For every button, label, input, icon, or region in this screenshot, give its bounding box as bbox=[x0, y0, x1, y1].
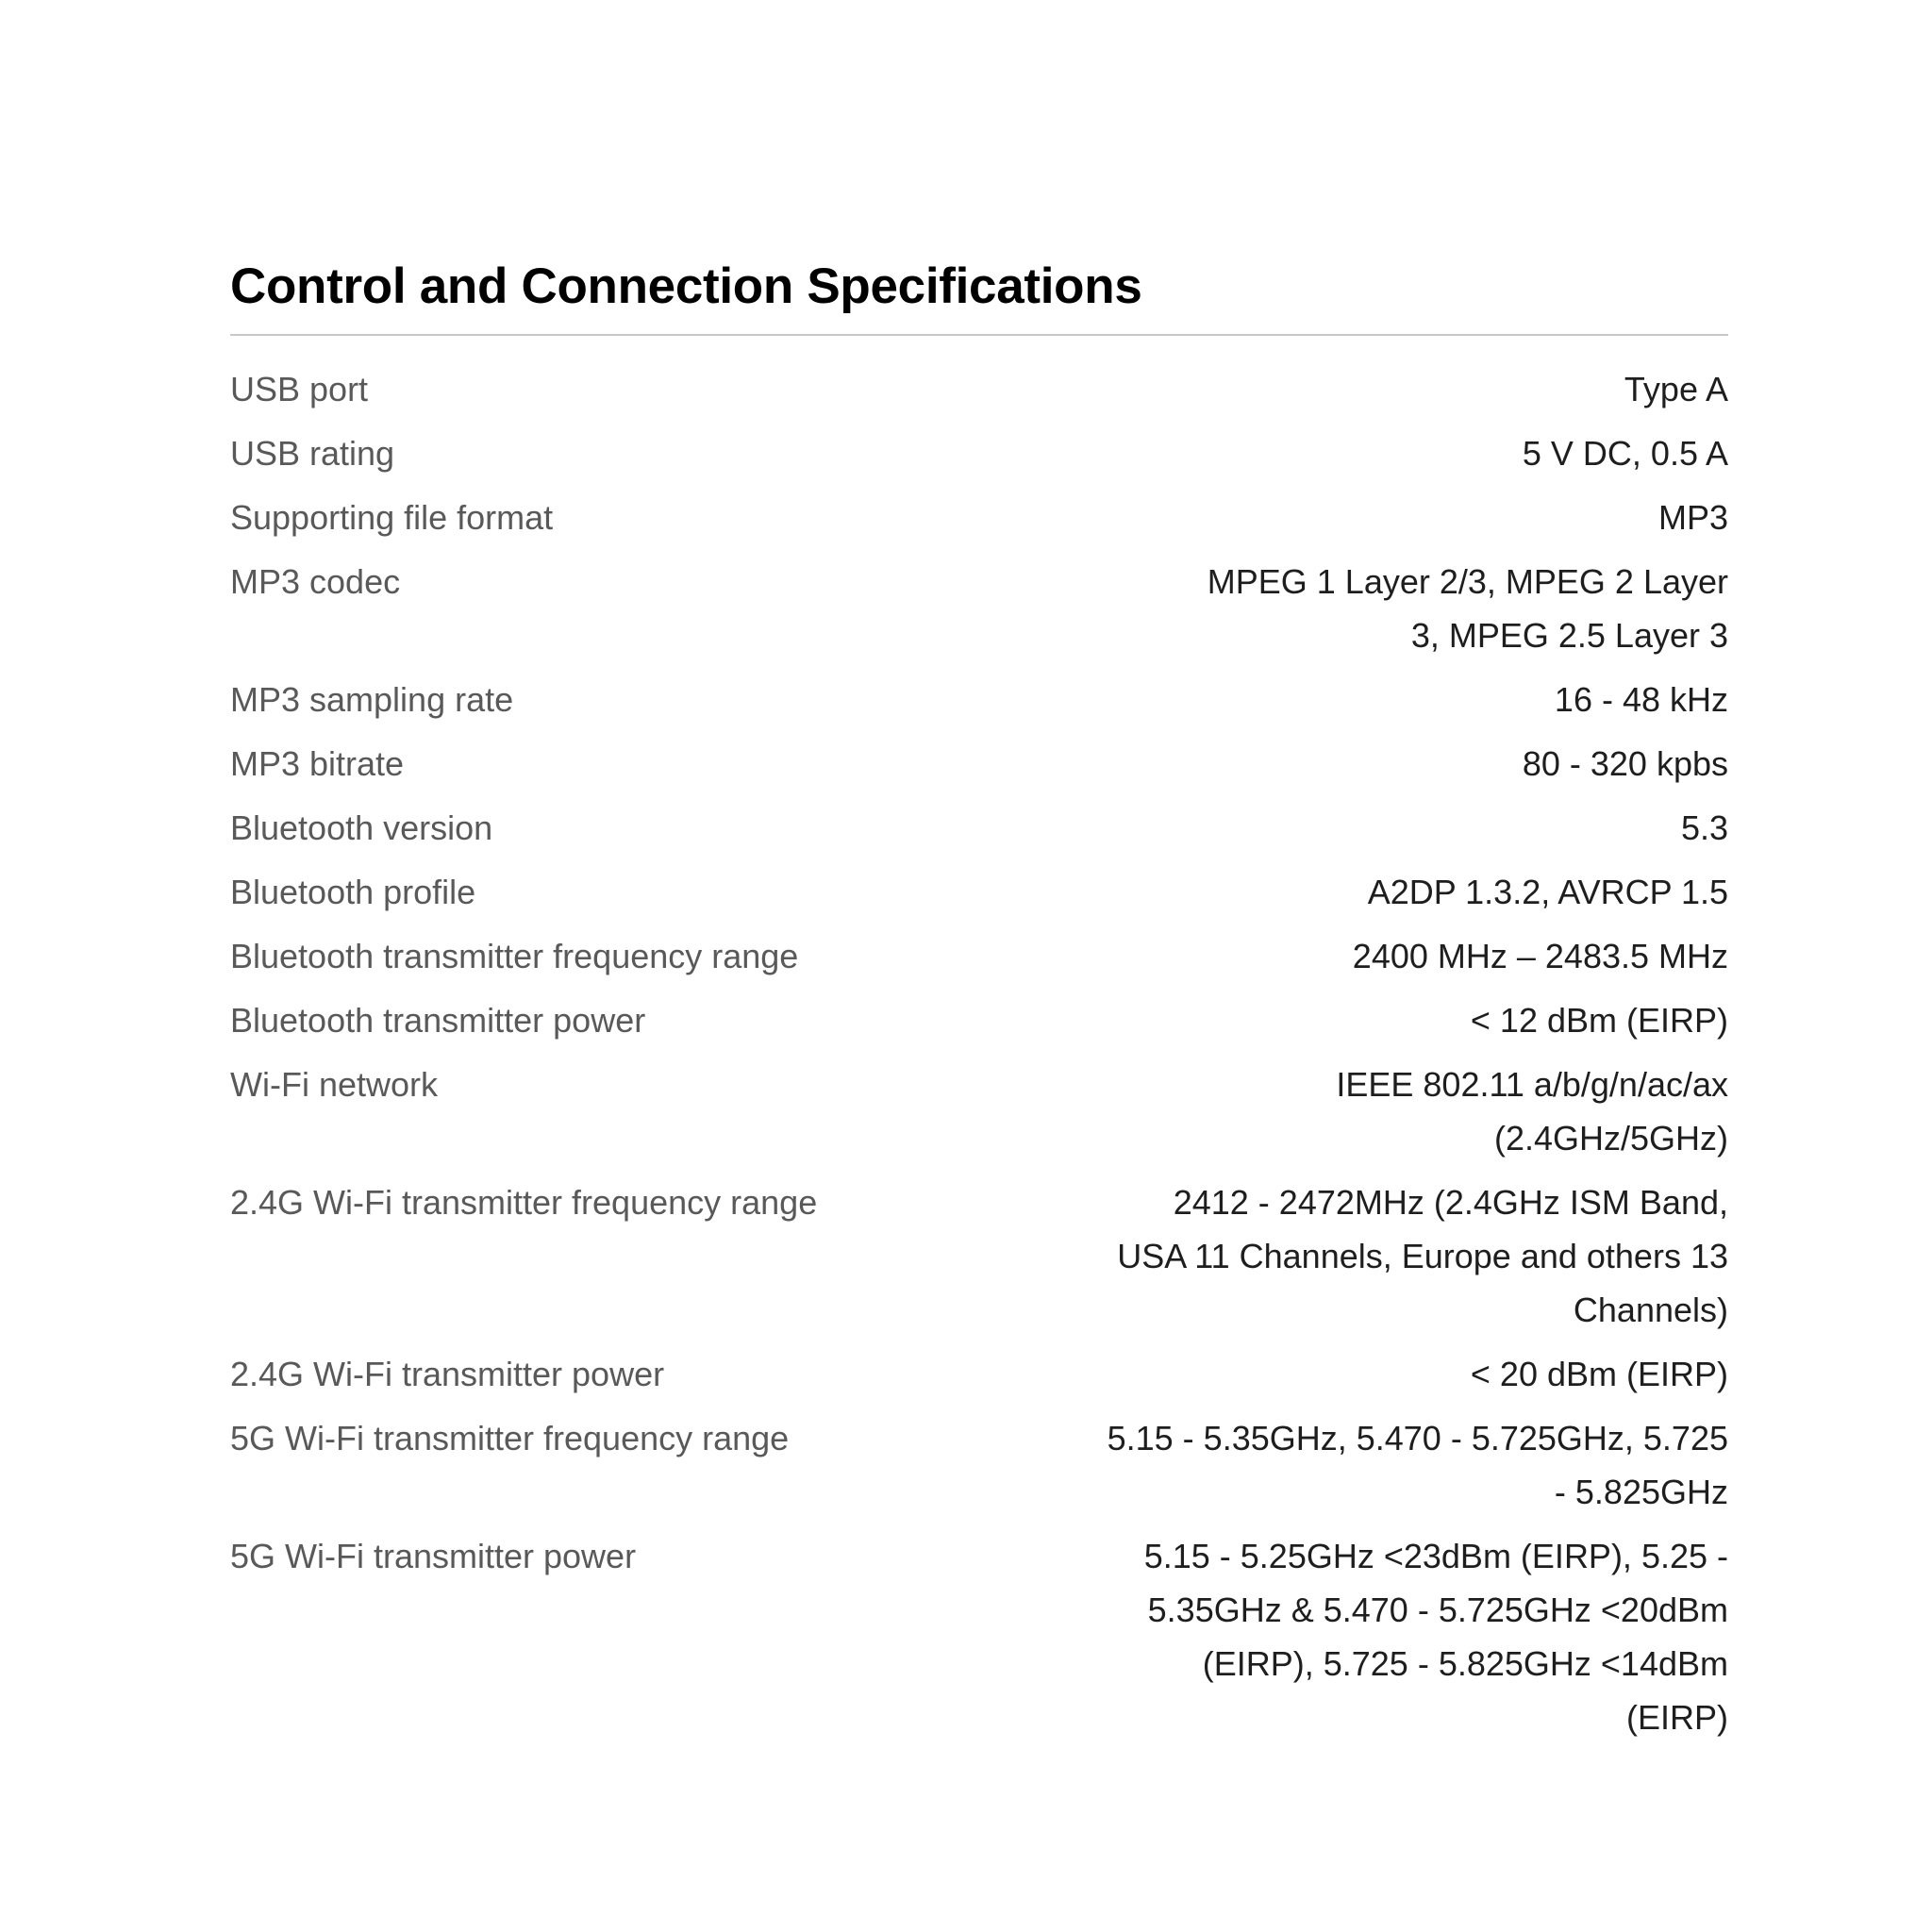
spec-value: 5 V DC, 0.5 A bbox=[1522, 434, 1728, 473]
spec-label: Bluetooth transmitter frequency range bbox=[230, 937, 799, 975]
spec-row-bluetooth-version bbox=[230, 801, 1728, 865]
spec-label: USB port bbox=[230, 370, 369, 408]
spec-row-bluetooth-frequency bbox=[230, 929, 1728, 993]
spec-label: 5G Wi-Fi transmitter power bbox=[230, 1537, 637, 1575]
spec-row-usb-rating bbox=[230, 426, 1728, 491]
spec-label: Supporting file format bbox=[230, 498, 554, 537]
spec-value: 2400 MHz – 2483.5 MHz bbox=[1352, 937, 1728, 975]
section-title: Control and Connection Specifications bbox=[230, 258, 1142, 314]
spec-row-bluetooth-profile bbox=[230, 865, 1728, 929]
spec-row-mp3-sampling-rate bbox=[230, 673, 1728, 737]
spec-row-usb-port bbox=[230, 362, 1728, 426]
spec-label: Bluetooth transmitter power bbox=[230, 1001, 646, 1040]
spec-row-file-format bbox=[230, 491, 1728, 555]
spec-value: A2DP 1.3.2, AVRCP 1.5 bbox=[1367, 873, 1728, 911]
spec-value: 16 - 48 kHz bbox=[1554, 680, 1728, 719]
spec-row-wifi-network bbox=[230, 1058, 1728, 1175]
spec-label: 2.4G Wi-Fi transmitter frequency range bbox=[230, 1183, 818, 1222]
spec-value: 80 - 320 kpbs bbox=[1522, 744, 1728, 783]
spec-row-wifi-24g-frequency bbox=[230, 1175, 1728, 1347]
spec-value: MPEG 1 Layer 2/3, MPEG 2 Layer 3, MPEG 2.5 Layer 3 bbox=[1207, 562, 1728, 655]
spec-value: 5.15 - 5.25GHz <23dBm (EIRP), 5.25 - 5.35GHz & 5.470 - 5.725GHz <20dBm (EIRP), 5.725 - 5.825GHz <14dBm (EIRP) bbox=[1143, 1537, 1728, 1737]
spec-label: MP3 sampling rate bbox=[230, 680, 514, 719]
spec-label: 2.4G Wi-Fi transmitter power bbox=[230, 1355, 665, 1393]
spec-row-mp3-codec bbox=[230, 555, 1728, 673]
spec-list bbox=[230, 362, 1728, 1755]
spec-label: MP3 codec bbox=[230, 562, 401, 601]
spec-label: USB rating bbox=[230, 434, 395, 473]
spec-value: Type A bbox=[1624, 370, 1728, 408]
spec-value: < 12 dBm (EIRP) bbox=[1470, 1001, 1728, 1040]
spec-row-wifi-5g-frequency bbox=[230, 1411, 1728, 1529]
spec-row-wifi-24g-power bbox=[230, 1347, 1728, 1411]
spec-label: Wi-Fi network bbox=[230, 1065, 439, 1104]
spec-value: 2412 - 2472MHz (2.4GHz ISM Band, USA 11 Channels, Europe and others 13 Channels) bbox=[1117, 1183, 1728, 1329]
spec-row-bluetooth-power bbox=[230, 993, 1728, 1058]
spec-value: 5.15 - 5.35GHz, 5.470 - 5.725GHz, 5.725 - 5.825GHz bbox=[1107, 1419, 1728, 1511]
spec-value: MP3 bbox=[1657, 498, 1728, 537]
spec-row-mp3-bitrate bbox=[230, 737, 1728, 801]
spec-label: MP3 bitrate bbox=[230, 744, 405, 783]
spec-row-wifi-5g-power bbox=[230, 1529, 1728, 1755]
title-divider bbox=[230, 334, 1728, 336]
spec-label: 5G Wi-Fi transmitter frequency range bbox=[230, 1419, 790, 1457]
spec-label: Bluetooth version bbox=[230, 808, 493, 847]
spec-value: < 20 dBm (EIRP) bbox=[1470, 1355, 1728, 1393]
spec-value: 5.3 bbox=[1680, 808, 1728, 847]
spec-section bbox=[230, 253, 1728, 1755]
spec-value: IEEE 802.11 a/b/g/n/ac/ax (2.4GHz/5GHz) bbox=[1336, 1065, 1728, 1158]
spec-label: Bluetooth profile bbox=[230, 873, 476, 911]
